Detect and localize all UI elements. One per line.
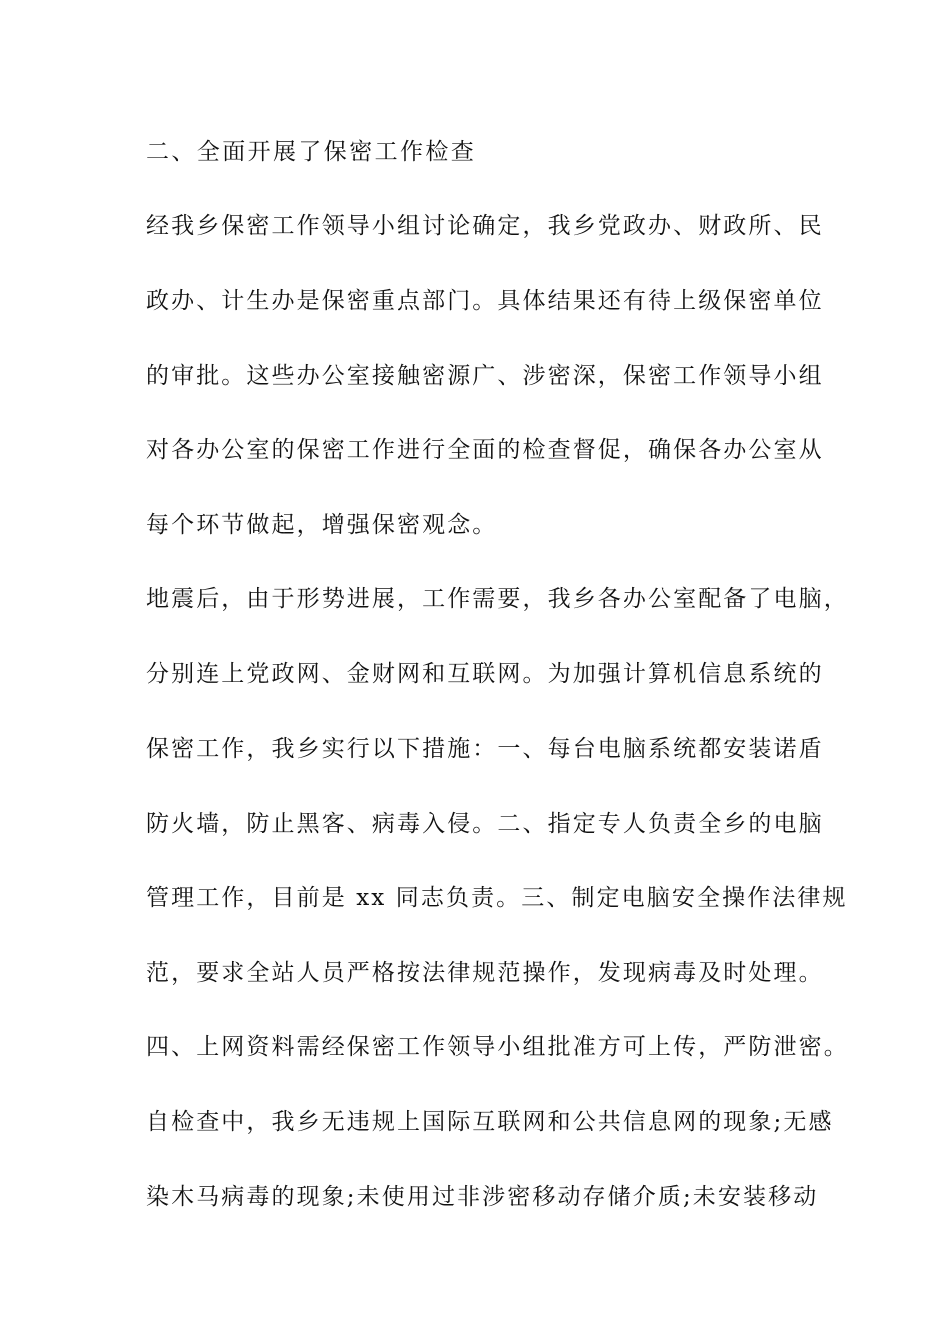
paragraph-line: 对各办公室的保密工作进行全面的检查督促，确保各办公室从 [146, 437, 824, 463]
paragraph-line: 每个环节做起，增强保密观念。 [146, 512, 498, 538]
paragraph-line: 经我乡保密工作领导小组讨论确定，我乡党政办、财政所、民 [146, 213, 824, 239]
paragraph-line: 管理工作，目前是 xx 同志负责。三、制定电脑安全操作法律规 [146, 885, 848, 911]
paragraph-line: 四、上网资料需经保密工作领导小组批准方可上传，严防泄密。 [146, 1034, 849, 1060]
paragraph-line: 染木马病毒的现象;未使用过非涉密移动存储介质;未安装移动 [146, 1184, 819, 1210]
section-heading: 二、全面开展了保密工作检查 [146, 139, 477, 165]
paragraph-line: 分别连上党政网、金财网和互联网。为加强计算机信息系统的 [146, 661, 824, 687]
paragraph-line: 保密工作，我乡实行以下措施：一、每台电脑系统都安装诺盾 [146, 736, 824, 762]
paragraph-line: 政办、计生办是保密重点部门。具体结果还有待上级保密单位 [146, 288, 824, 314]
paragraph-line: 防火墙，防止黑客、病毒入侵。二、指定专人负责全乡的电脑 [146, 811, 824, 837]
paragraph-line: 自检查中，我乡无违规上国际互联网和公共信息网的现象;无感 [146, 1109, 834, 1135]
paragraph-line: 地震后，由于形势进展，工作需要，我乡各办公室配备了电脑， [146, 586, 849, 612]
paragraph-line: 范，要求全站人员严格按法律规范操作，发现病毒及时处理。 [146, 960, 824, 986]
paragraph-line: 的审批。这些办公室接触密源广、涉密深，保密工作领导小组 [146, 363, 824, 389]
